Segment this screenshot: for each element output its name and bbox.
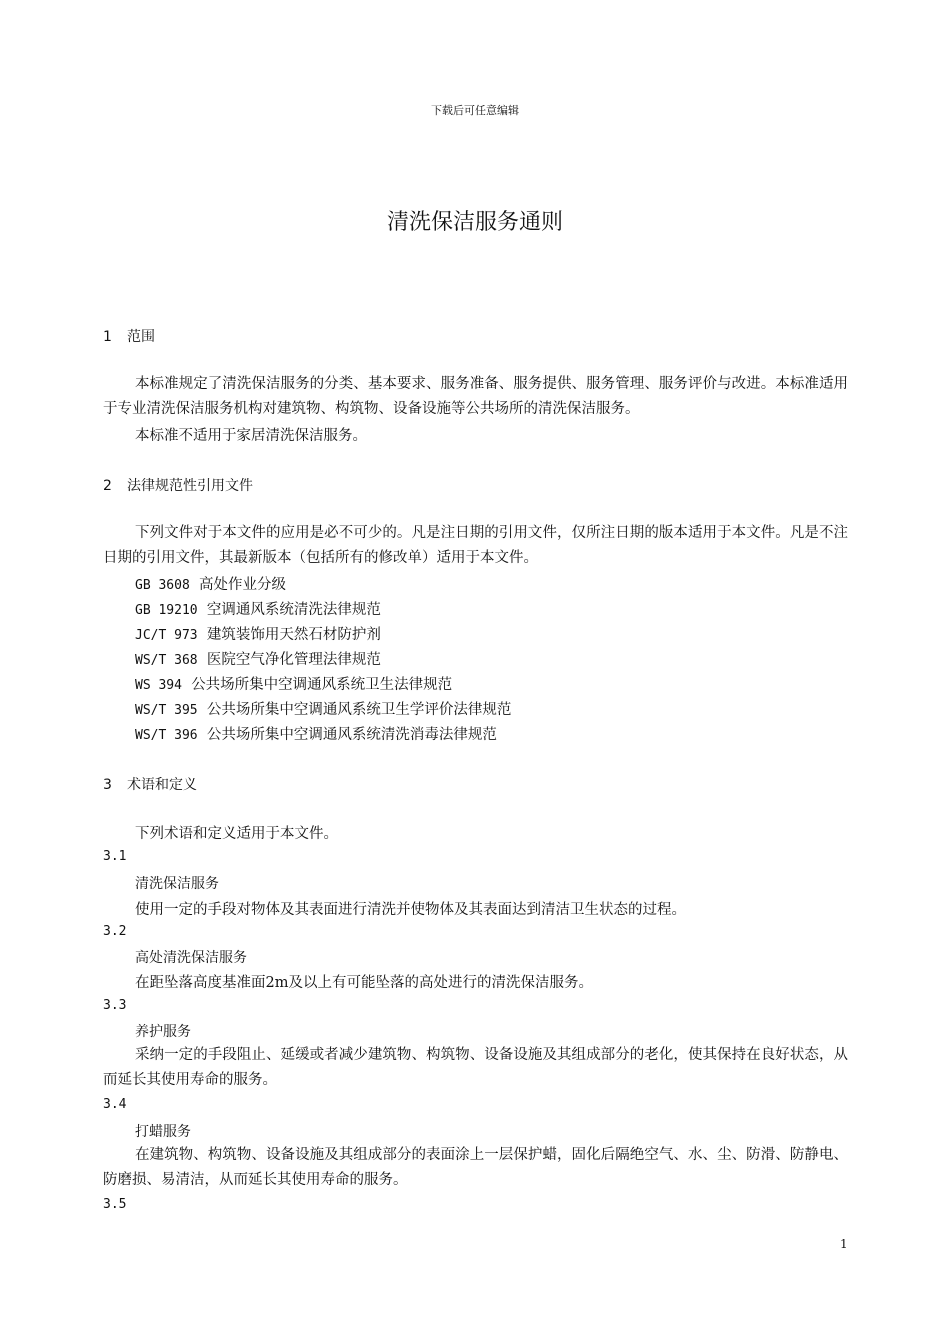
term-name: 高处清洗保洁服务 xyxy=(135,950,247,966)
reference-item xyxy=(135,623,381,644)
reference-name: 高处作业分级 xyxy=(199,577,287,593)
section-title: 范围 xyxy=(127,329,155,345)
term-number: 3.5 xyxy=(103,1197,127,1212)
reference-name: 空调通风系统清洗法律规范 xyxy=(206,602,381,618)
term-name: 清洗保洁服务 xyxy=(135,876,219,892)
section-number: 1 xyxy=(103,329,112,345)
reference-name: 公共场所集中空调通风系统卫生学评价法律规范 xyxy=(206,702,512,718)
reference-name: 公共场所集中空调通风系统清洗消毒法律规范 xyxy=(206,727,497,743)
term-number: 3.3 xyxy=(103,998,127,1013)
section-number: 3 xyxy=(103,777,112,793)
term-definition: 在建筑物、构筑物、设备设施及其组成部分的表面涂上一层保护蜡，固化后隔绝空气、水、尘、防滑、防静电、防磨损、易清洁，从而延长其使用寿命的服务。 xyxy=(103,1147,848,1188)
section-number: 2 xyxy=(103,478,112,494)
section-title: 术语和定义 xyxy=(127,777,197,793)
reference-item xyxy=(135,648,381,669)
scope-paragraph-1: 本标准规定了清洗保洁服务的分类、基本要求、服务准备、服务提供、服务管理、服务评价与改进。本标准适用于专业清洗保洁服务机构对建筑物、构筑物、设备设施等公共场所的清洗保洁服务。 xyxy=(103,376,848,417)
reference-item xyxy=(135,698,511,719)
terms-intro: 下列术语和定义适用于本文件。 xyxy=(135,826,338,842)
reference-name: 医院空气净化管理法律规范 xyxy=(206,652,381,668)
reference-code: GB 3608 xyxy=(135,578,190,593)
term-definition: 在距坠落高度基准面2m及以上有可能坠落的高处进行的清洗保洁服务。 xyxy=(135,975,593,991)
reference-code: WS/T 395 xyxy=(135,703,198,718)
reference-code: WS/T 368 xyxy=(135,653,198,668)
reference-name: 建筑装饰用天然石材防护剂 xyxy=(206,627,381,643)
page-header: 下载后可任意编辑 xyxy=(431,104,519,117)
term-number: 3.1 xyxy=(103,849,127,864)
reference-code: JC/T 973 xyxy=(135,628,198,643)
document-title: 清洗保洁服务通则 xyxy=(386,210,563,235)
section-heading-references xyxy=(103,475,253,495)
page-number: 1 xyxy=(840,1237,848,1251)
term-name: 养护服务 xyxy=(135,1024,191,1040)
references-intro: 下列文件对于本文件的应用是必不可少的。凡是注日期的引用文件，仅所注日期的版本适用于本文件。凡是不注日期的引用文件，其最新版本（包括所有的修改单）适用于本文件。 xyxy=(103,525,848,566)
reference-item xyxy=(135,673,452,694)
section-heading-scope xyxy=(103,326,155,346)
term-number: 3.4 xyxy=(103,1097,127,1112)
section-title: 法律规范性引用文件 xyxy=(127,478,253,494)
reference-code: WS/T 396 xyxy=(135,728,198,743)
reference-code: WS 394 xyxy=(135,678,182,693)
reference-item xyxy=(135,573,286,594)
term-definition: 使用一定的手段对物体及其表面进行清洗并使物体及其表面达到清洁卫生状态的过程。 xyxy=(135,902,686,918)
term-number: 3.2 xyxy=(103,924,127,939)
reference-item xyxy=(135,723,497,744)
section-heading-terms xyxy=(103,774,197,794)
reference-item xyxy=(135,598,381,619)
term-name: 打蜡服务 xyxy=(135,1124,191,1140)
scope-paragraph-2: 本标准不适用于家居清洗保洁服务。 xyxy=(135,428,367,444)
reference-name: 公共场所集中空调通风系统卫生法律规范 xyxy=(191,677,453,693)
reference-code: GB 19210 xyxy=(135,603,198,618)
term-definition: 采纳一定的手段阻止、延缓或者减少建筑物、构筑物、设备设施及其组成部分的老化，使其保持在良好状态，从而延长其使用寿命的服务。 xyxy=(103,1047,848,1088)
